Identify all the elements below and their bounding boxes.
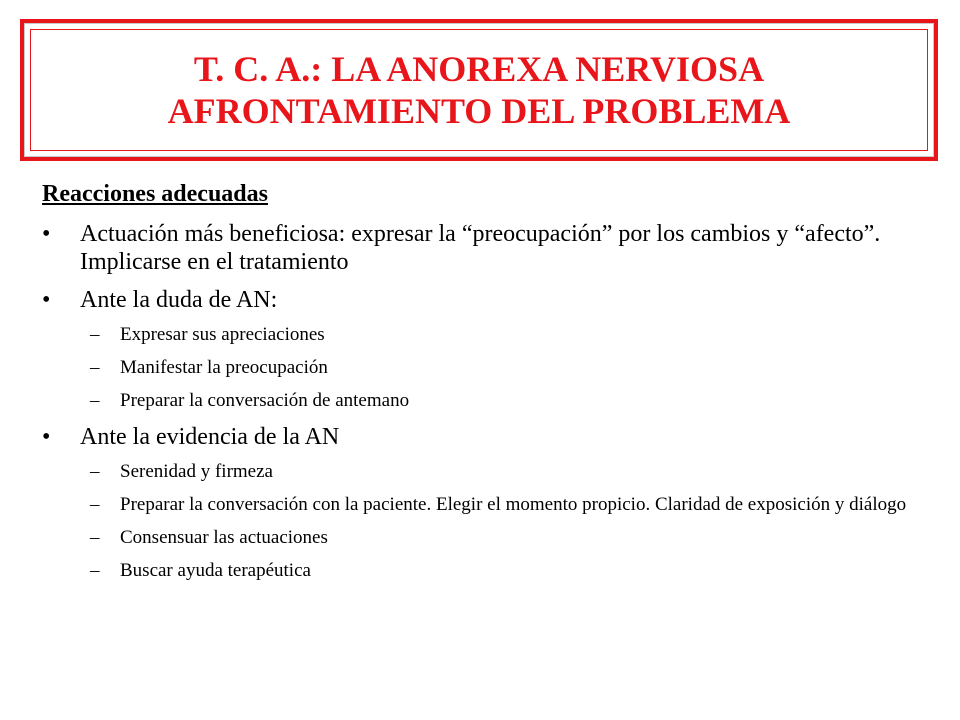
bullet-item-2 xyxy=(42,286,922,314)
section-heading: Reacciones adecuadas xyxy=(42,181,268,207)
bullet-text: Actuación más beneficiosa: expresar la “preocupación” por los cambios y “afecto”. Implicarse en el tratamiento xyxy=(80,221,881,275)
dash-marker: – xyxy=(90,494,100,515)
bullet-item-1 xyxy=(42,220,922,276)
sub-item xyxy=(42,461,922,483)
dash-marker: – xyxy=(90,324,100,345)
slide-content xyxy=(42,180,922,593)
sub-item-text: Serenidad y firmeza xyxy=(120,461,273,482)
dash-marker: – xyxy=(90,357,100,378)
sub-item-text: Preparar la conversación de antemano xyxy=(120,390,410,411)
bullet-marker: • xyxy=(42,424,51,450)
sub-item-text: Buscar ayuda terapéutica xyxy=(120,560,311,581)
sub-item xyxy=(42,390,922,412)
dash-marker: – xyxy=(90,560,100,581)
sub-item-text: Preparar la conversación con la paciente. Elegir el momento propicio. Claridad de exposición y diálogo xyxy=(120,494,907,515)
dash-marker: – xyxy=(90,527,100,548)
sub-item xyxy=(42,324,922,346)
sub-item-text: Expresar sus apreciaciones xyxy=(120,324,325,345)
title-line-2: AFRONTAMIENTO DEL PROBLEMA xyxy=(167,91,791,131)
sub-item xyxy=(42,357,922,379)
bullet-text: Ante la evidencia de la AN xyxy=(80,424,340,450)
title-inner-frame xyxy=(30,29,928,151)
sub-item xyxy=(42,527,922,549)
dash-marker: – xyxy=(90,390,100,411)
sub-item xyxy=(42,560,922,582)
sub-item-text: Consensuar las actuaciones xyxy=(120,527,328,548)
sub-item xyxy=(42,494,922,516)
title-box xyxy=(20,19,938,161)
sub-item-text: Manifestar la preocupación xyxy=(120,357,328,378)
bullet-item-3 xyxy=(42,423,922,451)
dash-marker: – xyxy=(90,461,100,482)
bullet-marker: • xyxy=(42,221,51,247)
bullet-text: Ante la duda de AN: xyxy=(80,287,278,313)
title-line-1: T. C. A.: LA ANOREXA NERVIOSA xyxy=(193,49,765,89)
bullet-marker: • xyxy=(42,287,51,313)
